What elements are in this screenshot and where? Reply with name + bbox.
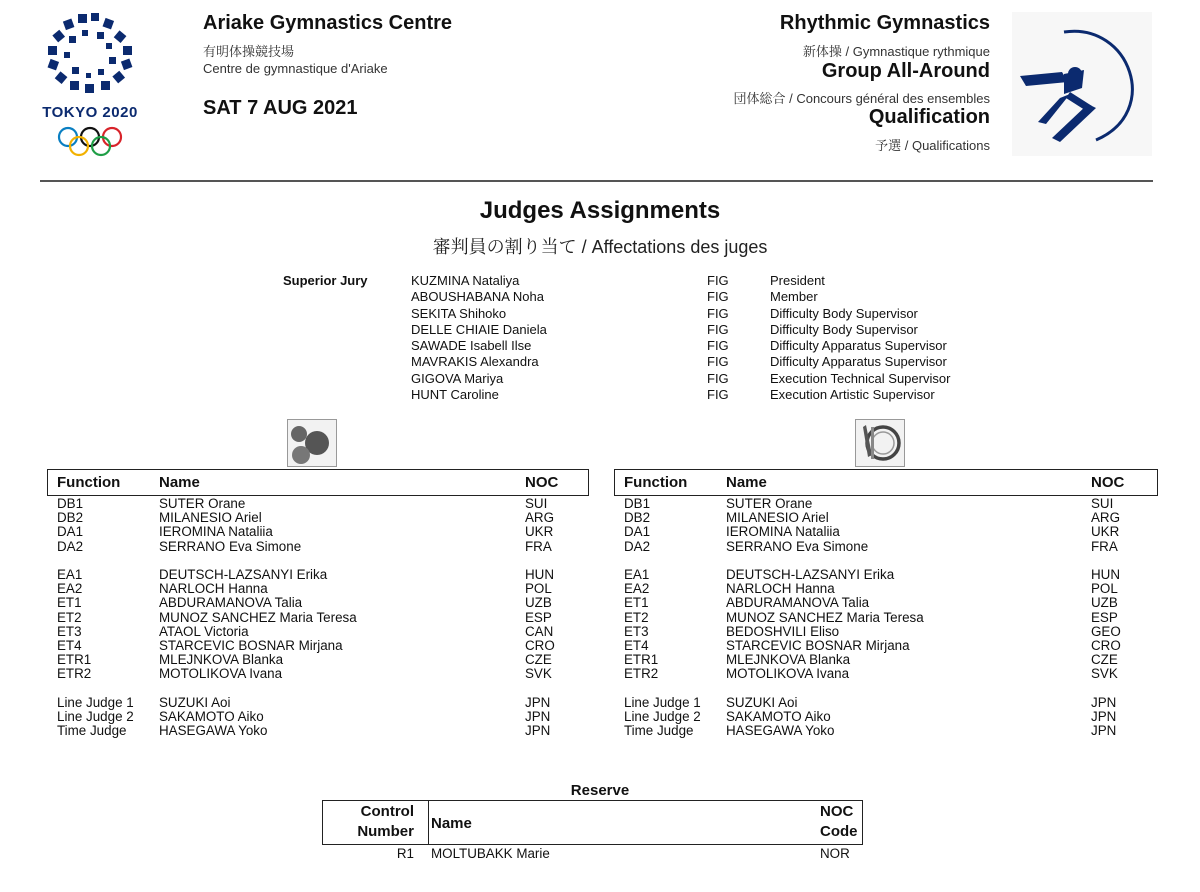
- judge-name-cell: HASEGAWA Yoko: [159, 723, 268, 739]
- judge-name-cell: STARCEVIC BOSNAR Mirjana: [726, 638, 910, 654]
- superior-jury-org: FIG: [707, 289, 729, 305]
- superior-jury-name: KUZMINA Nataliya: [411, 273, 520, 288]
- judge-name-cell: DEUTSCH-LAZSANYI Erika: [159, 567, 328, 582]
- judge-noc-cell: SVK: [525, 666, 552, 682]
- judge-function-cell: Line Judge 2: [57, 709, 134, 725]
- superior-jury-role: President: [770, 273, 825, 288]
- judge-function-cell: ET3: [624, 623, 649, 639]
- reserve-control-header: [324, 802, 414, 842]
- judge-name-cell: HASEGAWA Yoko: [726, 723, 835, 739]
- judge-function-cell: EA1: [57, 567, 83, 582]
- superior-jury-name: ABOUSHABANA Noha: [411, 289, 544, 305]
- event-title: Group All-Around: [821, 60, 990, 82]
- judge-function-cell: ET1: [57, 595, 82, 611]
- superior-jury-name: DELLE CHIAIE Daniela: [411, 321, 547, 337]
- judge-name-cell: MLEJNKOVA Blanka: [159, 652, 284, 668]
- olympic-rings-icon: [56, 126, 124, 158]
- games-logo-text: TOKYO 2020: [42, 104, 138, 121]
- event-subtitle: 団体総合 / Concours général des ensembles: [733, 91, 990, 106]
- judge-function-cell: DB2: [57, 510, 84, 526]
- judge-function-cell: ET4: [57, 638, 82, 654]
- panel-left-names: [159, 497, 357, 738]
- judge-function-cell: ET2: [624, 609, 649, 625]
- superior-jury-role: Difficulty Body Supervisor: [770, 321, 918, 337]
- panel-right-name-header: Name: [726, 474, 767, 491]
- panel-right-function-header: Function: [624, 474, 688, 491]
- judge-noc-cell: FRA: [525, 538, 552, 554]
- judge-name-cell: NARLOCH Hanna: [159, 581, 268, 597]
- judge-name-cell: MUNOZ SANCHEZ Maria Teresa: [726, 609, 924, 625]
- sport-title: Rhythmic Gymnastics: [779, 12, 990, 34]
- rhythmic-gymnastics-pictogram-icon: [1012, 12, 1152, 156]
- judge-function-cell: DB1: [57, 496, 84, 511]
- judge-name-cell: ABDURAMANOVA Talia: [159, 595, 303, 611]
- superior-jury-name: MAVRAKIS Alexandra: [411, 354, 539, 370]
- panel-header-box-left: [47, 469, 589, 496]
- judge-function-cell: Time Judge: [624, 723, 694, 739]
- judge-noc-cell: CRO: [1091, 638, 1121, 654]
- judge-noc-cell: HUN: [525, 567, 555, 582]
- group-spacer: [726, 554, 924, 568]
- group-spacer: [159, 682, 357, 696]
- venue-title: Ariake Gymnastics Centre: [203, 12, 453, 34]
- reserve-control-header-line2: Number: [357, 823, 414, 840]
- superior-jury-orgs: [707, 273, 729, 403]
- superior-jury-org: FIG: [707, 338, 729, 354]
- judge-name-cell: MILANESIO Ariel: [726, 510, 829, 526]
- judge-noc-cell: FRA: [1091, 538, 1118, 554]
- reserve-noc-header: [820, 802, 858, 842]
- judge-function-cell: ET1: [624, 595, 649, 611]
- group-spacer: [525, 682, 555, 696]
- superior-jury-name: SAWADE Isabell Ilse: [411, 338, 532, 354]
- judge-noc-cell: ESP: [525, 609, 552, 625]
- judge-function-cell: EA2: [57, 581, 83, 597]
- judge-noc-cell: ESP: [1091, 609, 1118, 625]
- judge-noc-cell: POL: [525, 581, 552, 597]
- panel-left-function-header: Function: [57, 474, 121, 491]
- judge-function-cell: Line Judge 2: [624, 709, 701, 725]
- judge-function-cell: ETR2: [624, 666, 659, 682]
- judge-name-cell: BEDOSHVILI Eliso: [726, 623, 840, 639]
- judge-name-cell: SAKAMOTO Aiko: [159, 709, 264, 725]
- judge-name-cell: IEROMINA Nataliia: [159, 524, 273, 540]
- hoops-clubs-apparatus-icon: [855, 419, 905, 467]
- judge-noc-cell: UZB: [1091, 595, 1118, 611]
- panel-left-functions: [57, 497, 134, 738]
- group-spacer: [525, 554, 555, 568]
- reserve-name-header: Name: [431, 815, 472, 832]
- judge-name-cell: ATAOL Victoria: [159, 623, 249, 639]
- judge-function-cell: ETR1: [624, 652, 659, 668]
- judge-noc-cell: POL: [1091, 581, 1118, 597]
- judge-noc-cell: CAN: [525, 623, 554, 639]
- reserve-noc-header-line2: Code: [820, 823, 858, 840]
- judge-function-cell: ETR1: [57, 652, 92, 668]
- superior-jury-org: FIG: [707, 387, 729, 403]
- judge-function-cell: Line Judge 1: [57, 694, 134, 710]
- judge-name-cell: SUTER Orane: [159, 496, 246, 511]
- superior-jury-role: Member: [770, 289, 818, 305]
- judge-noc-cell: UKR: [1091, 524, 1120, 540]
- judge-function-cell: DA1: [624, 524, 651, 540]
- page-subtitle: 審判員の割り当て / Affectations des juges: [432, 237, 768, 257]
- header-divider: [40, 180, 1153, 182]
- phase-title: Qualification: [868, 106, 990, 128]
- phase-subtitle: 予選 / Qualifications: [875, 138, 990, 153]
- superior-jury-role: Execution Artistic Supervisor: [770, 387, 935, 403]
- judge-name-cell: MUNOZ SANCHEZ Maria Teresa: [159, 609, 357, 625]
- reserve-title: Reserve: [570, 782, 630, 799]
- superior-jury-org: FIG: [707, 354, 729, 370]
- judge-function-cell: EA1: [624, 567, 650, 582]
- judge-noc-cell: ARG: [525, 510, 555, 526]
- superior-jury-names: [411, 273, 547, 403]
- judge-noc-cell: HUN: [1091, 567, 1121, 582]
- group-spacer: [159, 554, 357, 568]
- judge-function-cell: DA2: [624, 538, 651, 554]
- group-spacer: [57, 682, 134, 696]
- superior-jury-org: FIG: [707, 273, 729, 288]
- judge-name-cell: SAKAMOTO Aiko: [726, 709, 831, 725]
- sport-subtitle: 新体操 / Gymnastique rythmique: [802, 44, 990, 59]
- judge-noc-cell: JPN: [1091, 694, 1117, 710]
- judge-noc-cell: SVK: [1091, 666, 1118, 682]
- judge-name-cell: SERRANO Eva Simone: [159, 538, 302, 554]
- group-spacer: [57, 554, 134, 568]
- panel-right-names: [726, 497, 924, 738]
- judge-function-cell: ET4: [624, 638, 649, 654]
- judge-name-cell: MILANESIO Ariel: [159, 510, 262, 526]
- judge-name-cell: NARLOCH Hanna: [726, 581, 835, 597]
- superior-jury-role: Difficulty Apparatus Supervisor: [770, 338, 947, 354]
- judge-name-cell: MOTOLIKOVA Ivana: [726, 666, 850, 682]
- panel-right-noc-header: NOC: [1091, 474, 1125, 491]
- judge-noc-cell: ARG: [1091, 510, 1121, 526]
- balls-apparatus-icon: [287, 419, 337, 467]
- judge-function-cell: ET2: [57, 609, 82, 625]
- reserve-noc-header-line1: NOC: [820, 803, 854, 820]
- superior-jury-role: Difficulty Body Supervisor: [770, 305, 918, 321]
- judge-name-cell: SUZUKI Aoi: [159, 694, 231, 710]
- judge-function-cell: ETR2: [57, 666, 92, 682]
- panel-left-noc-header: NOC: [525, 474, 559, 491]
- judge-function-cell: EA2: [624, 581, 650, 597]
- judge-noc-cell: SUI: [525, 496, 548, 511]
- superior-jury-label: Superior Jury: [283, 273, 368, 288]
- superior-jury-org: FIG: [707, 305, 729, 321]
- reserve-name-cell: MOLTUBAKK Marie: [431, 846, 550, 861]
- judge-noc-cell: CRO: [525, 638, 555, 654]
- judge-noc-cell: JPN: [525, 694, 551, 710]
- judge-noc-cell: CZE: [525, 652, 552, 668]
- judge-noc-cell: SUI: [1091, 496, 1114, 511]
- judge-name-cell: MLEJNKOVA Blanka: [726, 652, 851, 668]
- group-spacer: [726, 682, 924, 696]
- group-spacer: [624, 554, 701, 568]
- judge-function-cell: ET3: [57, 623, 82, 639]
- judge-name-cell: SUZUKI Aoi: [726, 694, 798, 710]
- reserve-noc-cell: NOR: [820, 846, 850, 861]
- judge-name-cell: SERRANO Eva Simone: [726, 538, 869, 554]
- judge-function-cell: DB2: [624, 510, 651, 526]
- venue-japanese: 有明体操競技場: [203, 44, 295, 59]
- competition-date: SAT 7 AUG 2021: [203, 97, 358, 119]
- judge-function-cell: Time Judge: [57, 723, 127, 739]
- judge-name-cell: DEUTSCH-LAZSANYI Erika: [726, 567, 895, 582]
- superior-jury-name: SEKITA Shihoko: [411, 305, 507, 321]
- judge-noc-cell: JPN: [1091, 723, 1117, 739]
- group-spacer: [1091, 682, 1121, 696]
- venue-french: Centre de gymnastique d'Ariake: [203, 61, 388, 76]
- judge-noc-cell: GEO: [1091, 623, 1121, 639]
- panel-left-name-header: Name: [159, 474, 200, 491]
- judge-name-cell: SUTER Orane: [726, 496, 813, 511]
- superior-jury-role: Execution Technical Supervisor: [770, 370, 951, 386]
- judge-name-cell: MOTOLIKOVA Ivana: [159, 666, 283, 682]
- judge-name-cell: ABDURAMANOVA Talia: [726, 595, 870, 611]
- judge-noc-cell: CZE: [1091, 652, 1118, 668]
- judge-function-cell: DB1: [624, 496, 651, 511]
- judge-function-cell: DA2: [57, 538, 84, 554]
- panel-header-box-right: [614, 469, 1158, 496]
- superior-jury-org: FIG: [707, 321, 729, 337]
- group-spacer: [624, 682, 701, 696]
- reserve-control-cell: R1: [396, 846, 414, 861]
- panel-left-nocs: [525, 497, 555, 738]
- judge-function-cell: DA1: [57, 524, 84, 540]
- judge-noc-cell: UZB: [525, 595, 552, 611]
- superior-jury-roles: [770, 273, 950, 403]
- superior-jury-name: HUNT Caroline: [411, 387, 499, 403]
- superior-jury-org: FIG: [707, 370, 729, 386]
- judge-noc-cell: UKR: [525, 524, 554, 540]
- panel-right-functions: [624, 497, 701, 738]
- reserve-control-header-line1: Control: [360, 803, 414, 820]
- judge-noc-cell: JPN: [1091, 709, 1117, 725]
- page-title: Judges Assignments: [479, 197, 721, 224]
- judge-name-cell: IEROMINA Nataliia: [726, 524, 840, 540]
- tokyo2020-emblem-icon: [42, 10, 138, 102]
- judge-noc-cell: JPN: [525, 709, 551, 725]
- judge-name-cell: STARCEVIC BOSNAR Mirjana: [159, 638, 343, 654]
- reserve-header-divider: [428, 800, 429, 845]
- judge-noc-cell: JPN: [525, 723, 551, 739]
- superior-jury-name: GIGOVA Mariya: [411, 370, 504, 386]
- superior-jury-role: Difficulty Apparatus Supervisor: [770, 354, 947, 370]
- group-spacer: [1091, 554, 1121, 568]
- panel-right-nocs: [1091, 497, 1121, 738]
- judge-function-cell: Line Judge 1: [624, 694, 701, 710]
